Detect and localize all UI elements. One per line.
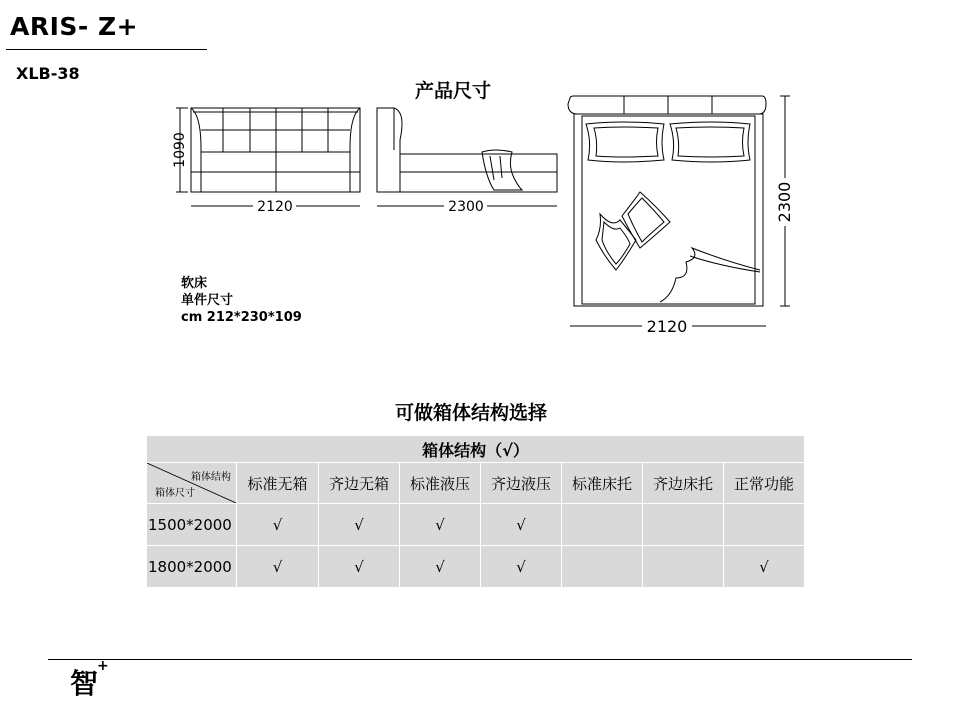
table-header: 箱体结构（√） [147, 436, 805, 463]
column-header: 正常功能 [724, 463, 805, 504]
table-cell: √ [319, 504, 400, 546]
table-cell: √ [400, 546, 481, 588]
side-view-drawing [377, 108, 557, 206]
table-cell: √ [724, 546, 805, 588]
column-header: 标准无箱 [237, 463, 319, 504]
top-view-drawing [568, 96, 790, 326]
front-view-height-label: 1090 [172, 132, 188, 168]
table-cell [724, 504, 805, 546]
corner-row-label: 箱体尺寸 [155, 488, 195, 499]
column-header: 标准床托 [562, 463, 643, 504]
table-cell [562, 546, 643, 588]
table-cell: √ [481, 504, 562, 546]
front-view-width-label: 2120 [257, 199, 293, 215]
front-view-drawing [176, 108, 360, 206]
column-header: 齐边液压 [481, 463, 562, 504]
column-header: 齐边床托 [643, 463, 724, 504]
table-cell: √ [237, 504, 319, 546]
table-cell [643, 546, 724, 588]
table-cell: √ [481, 546, 562, 588]
table-cell [643, 504, 724, 546]
section-title-size: 产品尺寸 [415, 80, 492, 102]
section-title-structure: 可做箱体结构选择 [395, 402, 548, 424]
spec-unit-size-label: 单件尺寸 [181, 293, 234, 308]
column-header: 标准液压 [400, 463, 481, 504]
table-cell: √ [237, 546, 319, 588]
corner-column-label: 箱体结构 [191, 472, 231, 483]
table-cell [562, 504, 643, 546]
product-code: XLB-38 [16, 64, 80, 83]
brand-logo: 智 [70, 667, 99, 700]
top-view-width-label: 2120 [646, 317, 688, 336]
spec-category: 软床 [181, 276, 208, 291]
page-title: ARIS- Z+ [10, 12, 139, 41]
brand-logo-plus: + [97, 658, 109, 674]
table-cell: √ [319, 546, 400, 588]
structure-table [146, 435, 805, 588]
footer-divider [48, 659, 912, 660]
row-size: 1500*2000 [147, 504, 237, 546]
table-corner-cell [147, 463, 237, 504]
spec-dimensions: cm 212*230*109 [181, 310, 302, 325]
table-cell: √ [400, 504, 481, 546]
table-row [147, 504, 805, 546]
row-size: 1800*2000 [147, 546, 237, 588]
table-row [147, 546, 805, 588]
side-view-length-label: 2300 [448, 199, 484, 215]
column-header: 齐边无箱 [319, 463, 400, 504]
top-view-length-label: 2300 [775, 181, 794, 223]
